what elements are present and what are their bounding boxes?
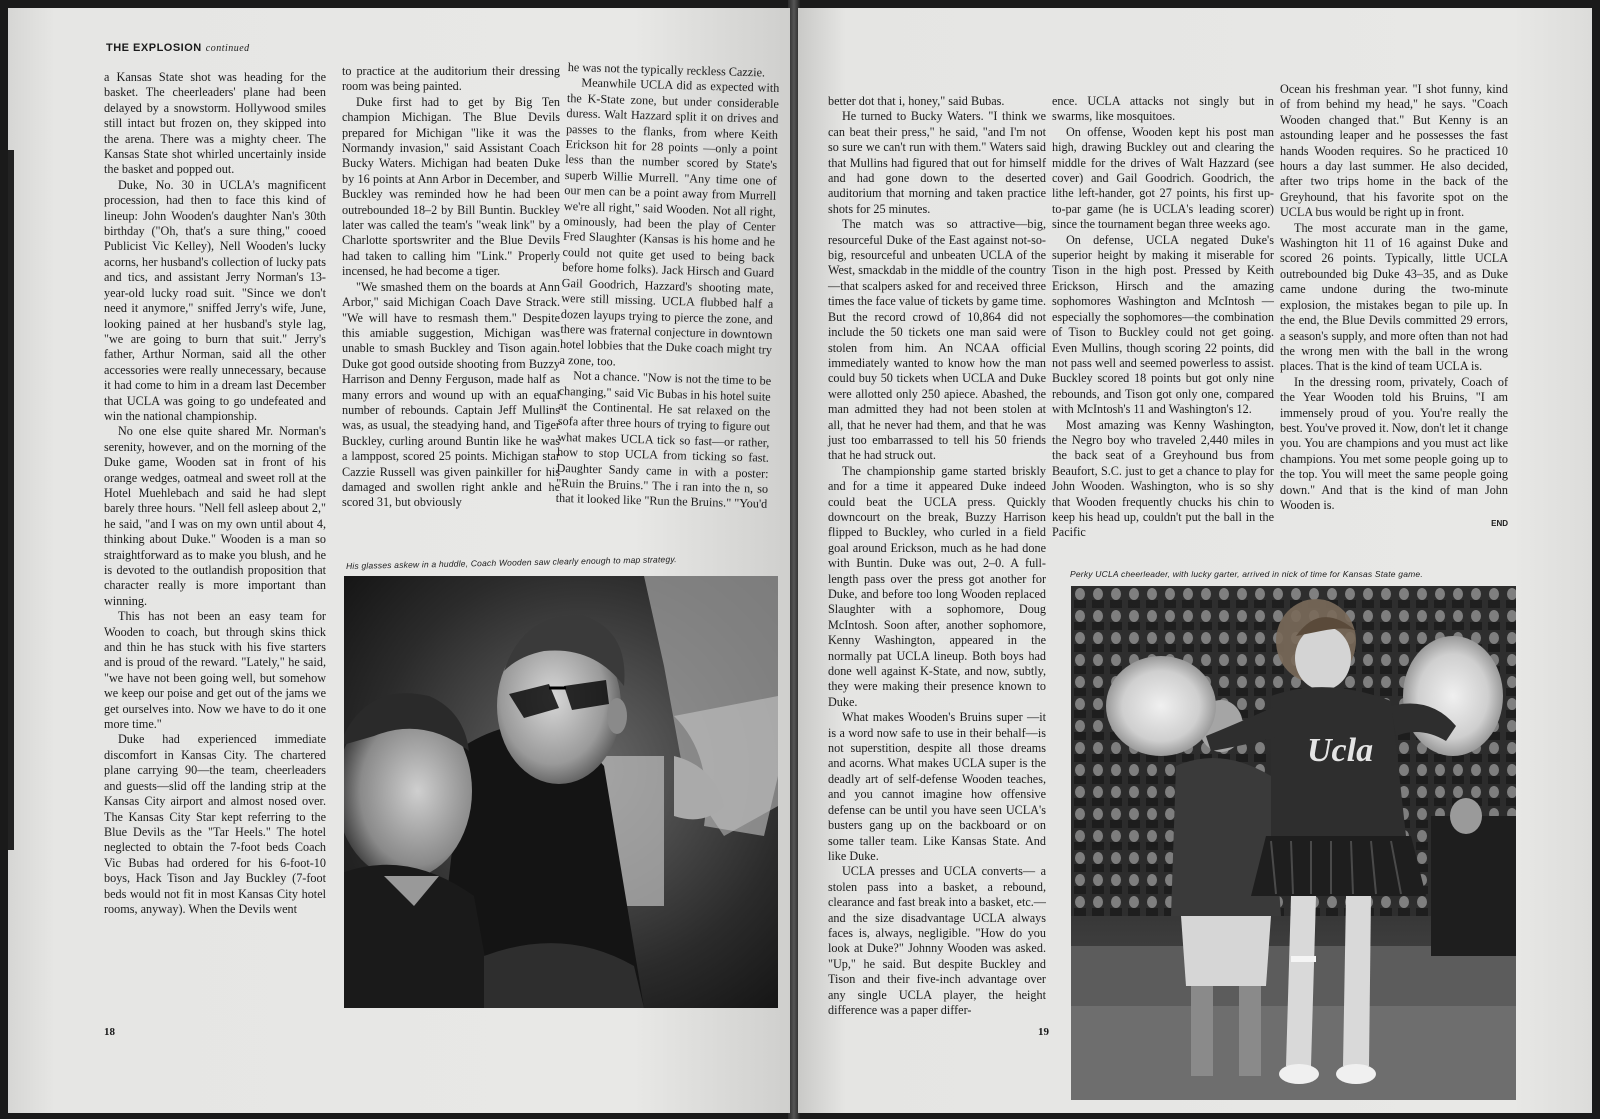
paragraph: to practice at the auditorium their dressing room was being painted. — [342, 64, 560, 94]
left-page — [8, 8, 790, 1113]
paragraph: a Kansas State shot was heading for the basket. The cheerleaders' plane had been delayed by a snowstorm. Hollywood smiles still intact but frozen on, they skipped into the arena. There was a mighty cheer. The Kansas State shot whirled uncertainly inside the basket and popped out. — [104, 70, 326, 177]
cheerleader-photo-image — [1071, 586, 1516, 1100]
right-page — [798, 8, 1592, 1113]
right-column-1 — [828, 94, 1046, 1018]
running-head-suffix: continued — [205, 43, 250, 54]
paragraph: On offense, Wooden kept his post man high, drawing Buckley out and clearing the middle for the drives of Walt Hazzard (see cover) and Gail Goodrich. Goodrich, the lithe left-hander, got 27 points, his first up-to-par game (he is UCLA's leading scorer) since the tournament began three weeks ago. — [1052, 124, 1274, 232]
running-head — [106, 42, 250, 54]
huddle-photo-image — [344, 576, 778, 1008]
left-column-3 — [556, 60, 780, 513]
running-head-title: THE EXPLOSION — [106, 42, 202, 54]
paragraph: Duke first had to get by Big Ten champion Michigan. The Blue Devils prepared for Michigan "like it was the Normandy invasion," said Assistant Coach Bucky Waters. Michigan had beaten Duke by 16 points at Ann Arbor in December, and Buckley was reminded how he had been outrebounded 18–2 by Bill Buntin. Buckley later was called the team's "weak link" by a Charlotte sportswriter and the Blue Devils had taken to calling him "Link." Properly incensed, he had become a tiger. — [342, 94, 560, 279]
sweater-lettering: Ucla — [1307, 732, 1374, 769]
paragraph: On defense, UCLA negated Duke's superior height by making it miserable for Tison in the high post. Pressed by Keith Erickson, Hirsch and the amazing sophomores Washington and McIntosh —especially the sophomores—the combination of Tison to Buckley could not get going. Even Mullins, though scoring 22 points, did not pass well and seemed powerless to assist. Buckley scored 18 points but got only nine rebounds, and Tison got only one, compared with McIntosh's 11 and Washington's 12. — [1052, 232, 1274, 417]
paragraph: In the dressing room, privately, Coach of the Year Wooden told his Bruins, "I am immensely proud of you. You're really the best. You've proved it. Now, don't let it change you. You are champions and you must act like champions. You met some people going up to the top. You will meet the same people going down." And that is the kind of man John Wooden is. — [1280, 374, 1508, 512]
paragraph: Duke, No. 30 in UCLA's magnificent procession, had then to face this kind of lineup: John Wooden's daughter Nan's 30th birthday ("Oh, that's a sure thing," cooed Publicist Vic Kelley), Nell Wooden's lucky acorns, her husband's collection of lucky pats and tics, and assistant Jerry Norman's 13-year-old lucky road suit. "Since we don't need it anymore," sniffed Jerry's wife, June, looking pained at her husband's style lag, "we are going to burn that suit." Jerry's father, Arthur Norman, said all the other accessories were really unnecessary, because it had come to him in a dream last December that UCLA was going to go undefeated and win the national championship. — [104, 177, 326, 423]
page-number-left: 18 — [104, 1026, 115, 1038]
paragraph: better dot that i, honey," said Bubas. — [828, 94, 1005, 108]
photo-cheerleader — [1071, 586, 1516, 1100]
photo-caption-cheerleader: Perky UCLA cheerleader, with lucky garter, arrived in nick of time for Kansas State game. — [1070, 569, 1423, 579]
paragraph: Not a chance. "Now is not the time to be changing," said Vic Bubas in his hotel suite at the Continental. He sat relaxed on the sofa after three hours of trying to figure out what makes UCLA tick so fast—or rather, how to stop UCLA from ticking so fast. Daughter Sandy came in with a poster: "Ruin the Bruins." The i ran into the n, so that it looked like "Run the Bruins." "You'd — [555, 368, 772, 512]
paragraph: Duke had experienced immediate discomfort in Kansas City. The chartered plane carrying 90—the team, cheerleaders and guests—slid off the landing strip at the Kansas City airport and almost nosed over. The Kansas City Star kept referring to the Blue Devils as the "Tar Heels." The hotel neglected to obtain the 7-foot beds Coach Vic Bubas had ordered for his 6-foot-10 boys, Hack Tison and Jay Buckley (7-foot beds would not fit in most Kansas City hotel rooms, anyway). When the Devils went — [104, 732, 326, 916]
paragraph: ence. UCLA attacks not singly but in swarms, like mosquitoes. — [1052, 94, 1274, 124]
paragraph: The championship game started briskly and for a time it appeared Duke indeed could beat the UCLA press. Quickly downcourt on the break, Buzzy Harrison flipped to Buckley, who curled in a field goal around Erickson, much as he had done with Buntin. Duke was out, 2–0. A full-length pass over the press got another for Duke, and before too long Wooden replaced Slaughter with a sophomore, Doug McIntosh. Soon after, another sophomore, Kenny Washington, appeared in the normally pat UCLA lineup. Both boys had done well against K-State, and now, subtly, they were making their presence known to Duke. — [828, 463, 1046, 709]
paragraph: he was not the typically reckless Cazzie. — [567, 60, 766, 80]
page-number-right: 19 — [1038, 1026, 1049, 1038]
left-column-1 — [104, 70, 326, 917]
paragraph: Ocean his freshman year. "I shot funny, kind of from behind my head," he says. "Coach Wooden changed that." But Kenny is an astounding leaper and he possesses the fast hands Wooden requires. So he practiced 10 hours a day last summer. He also decided, after two trips home in the back of the Greyhound, that his favorite spot on the UCLA bus would be right up in front. — [1280, 82, 1508, 220]
paragraph: The match was so attractive—big, resourceful Duke of the East against not-so-big, resourceful and unbeaten UCLA of the West, smackdab in the middle of the country—that scalpers asked for and received three times the face value of tickets by game time. But the record crowd of 10,864 did not include the 50 tickets one man said were stolen from him. An NCAA official immediately wanted to know how the man could buy 50 tickets when UCLA and Duke were allotted only 250 apiece. Abashed, the man admitted they had not been stolen at all, that he never had them, and that he was just too embarrassed to tell his 50 friends that he had struck out. — [828, 217, 1046, 463]
paragraph: UCLA presses and UCLA converts— a stolen pass into a basket, a rebound, clearance and fast break into a basket, etc.—and the size disadvantage UCLA always faces is, always, negligible. "How do you look at Duke?" Johnny Wooden was asked. "Up," he said. But despite Buckley and Tison and their five-inch advantage over any single UCLA player, the height difference was a paper differ- — [828, 864, 1046, 1017]
photo-wooden-huddle — [344, 576, 778, 1008]
end-mark: END — [1491, 519, 1508, 529]
left-column-2 — [342, 64, 560, 511]
right-column-2 — [1052, 94, 1274, 541]
photo-caption-wooden: His glasses askew in a huddle, Coach Wooden saw clearly enough to map strategy. — [345, 554, 677, 571]
right-column-3 — [1280, 82, 1508, 532]
paragraph: What makes Wooden's Bruins super —it is a word now safe to use in their behalf—is not superstition, despite all those dreams and acorns. What makes UCLA super is the deadly art of self-defense Wooden teaches, and you cannot imagine how offensive defense can be until you have seen UCLA's busters gang up on the backboard or on some taller team. Like Kansas State. And like Duke. — [828, 710, 1046, 863]
paragraph: No one else quite shared Mr. Norman's serenity, however, and on the morning of the Duke game, Wooden sat in front of his orange wedges, oatmeal and sweet roll at the Hotel Muehlebach and said he had slept barely three hours. "Nell fell asleep about 2," he said, "and I was on my own until about 4, thinking about Duke." Wooden is a man so straightforward as to make you blush, and he is devoted to the outlandish proposition that character really is more important than winning. — [104, 424, 326, 608]
paragraph: "We smashed them on the boards at Ann Arbor," said Michigan Coach Dave Strack. "We will have to resmash them." Despite this amiable suggestion, Michigan was unable to smash Buckley and Tison again. Duke got good outside shooting from Buzzy Harrison and Denny Ferguson, made half as many errors and wound up with an equal number of rebounds. Captain Jeff Mullins was, as usual, the steadying hand, and Tiger Buckley, curling around Buntin like he was a lamppost, scored 25 points. Michigan star Cazzie Russell was given painkiller for his damaged and swollen right ankle and he scored 31, but obviously — [342, 279, 560, 510]
page-edge-shadow — [8, 150, 14, 850]
paragraph: Meanwhile UCLA did as expected with the K-State zone, but under considerable duress. Walt Hazzard split it on drives and passes to the flanks, from where Keith Erickson hit for 28 points —only a point less than the number scored by State's superb Willie Murrell. "Any time one of our men can be a point away from Murrell we're all right," said Wooden. Not all right, ominously, had been the play of Center Fred Slaughter (Kansas is his home and he could not quite get used to being back before home folks). Jack Hirsch and Guard Gail Goodrich, Hazzard's shooting mate, were still missing. UCLA flubbed half a dozen layups trying to pierce the zone, and there was fraternal conjecture in downtown hotel lobbies that the Duke coach might try a zone, too. — [559, 75, 780, 369]
paragraph: He turned to Bucky Waters. "I think we can beat their press," he said, "and I'm not so sure we can't run with them." Waters said that Mullins had figured that out for himself and had gone down to the deserted auditorium that morning and taken practice shots for 25 minutes. — [828, 109, 1046, 216]
paragraph: The most accurate man in the game, Washington hit 11 of 16 against Duke and scored 26 points. Typically, little UCLA outrebounded big Duke 43–35, and as Duke came undone during the two-minute explosion, the mistakes began to pile up. In the end, the Blue Devils committed 29 errors, a season's supply, and more often than not had the wrong men with the ball in the wrong places. That is the kind of team UCLA is. — [1280, 220, 1508, 374]
paragraph: Most amazing was Kenny Washington, the Negro boy who traveled 2,440 miles in the back seat of a Greyhound bus from Beaufort, S.C. just to get a chance to play for John Wooden. Washington, who is so shy that Wooden frequently chucks his chin to keep his head up, couldn't put the ball in the Pacific — [1052, 417, 1274, 540]
paragraph: This has not been an easy team for Wooden to coach, but through skins thick and thin he has stuck with his five starters and is proud of the reward. "Lately," he said, "we have not been going well, but somehow we keep our poise and get out of the jams we get ourselves into. Now we have to do it one more time." — [104, 609, 326, 732]
